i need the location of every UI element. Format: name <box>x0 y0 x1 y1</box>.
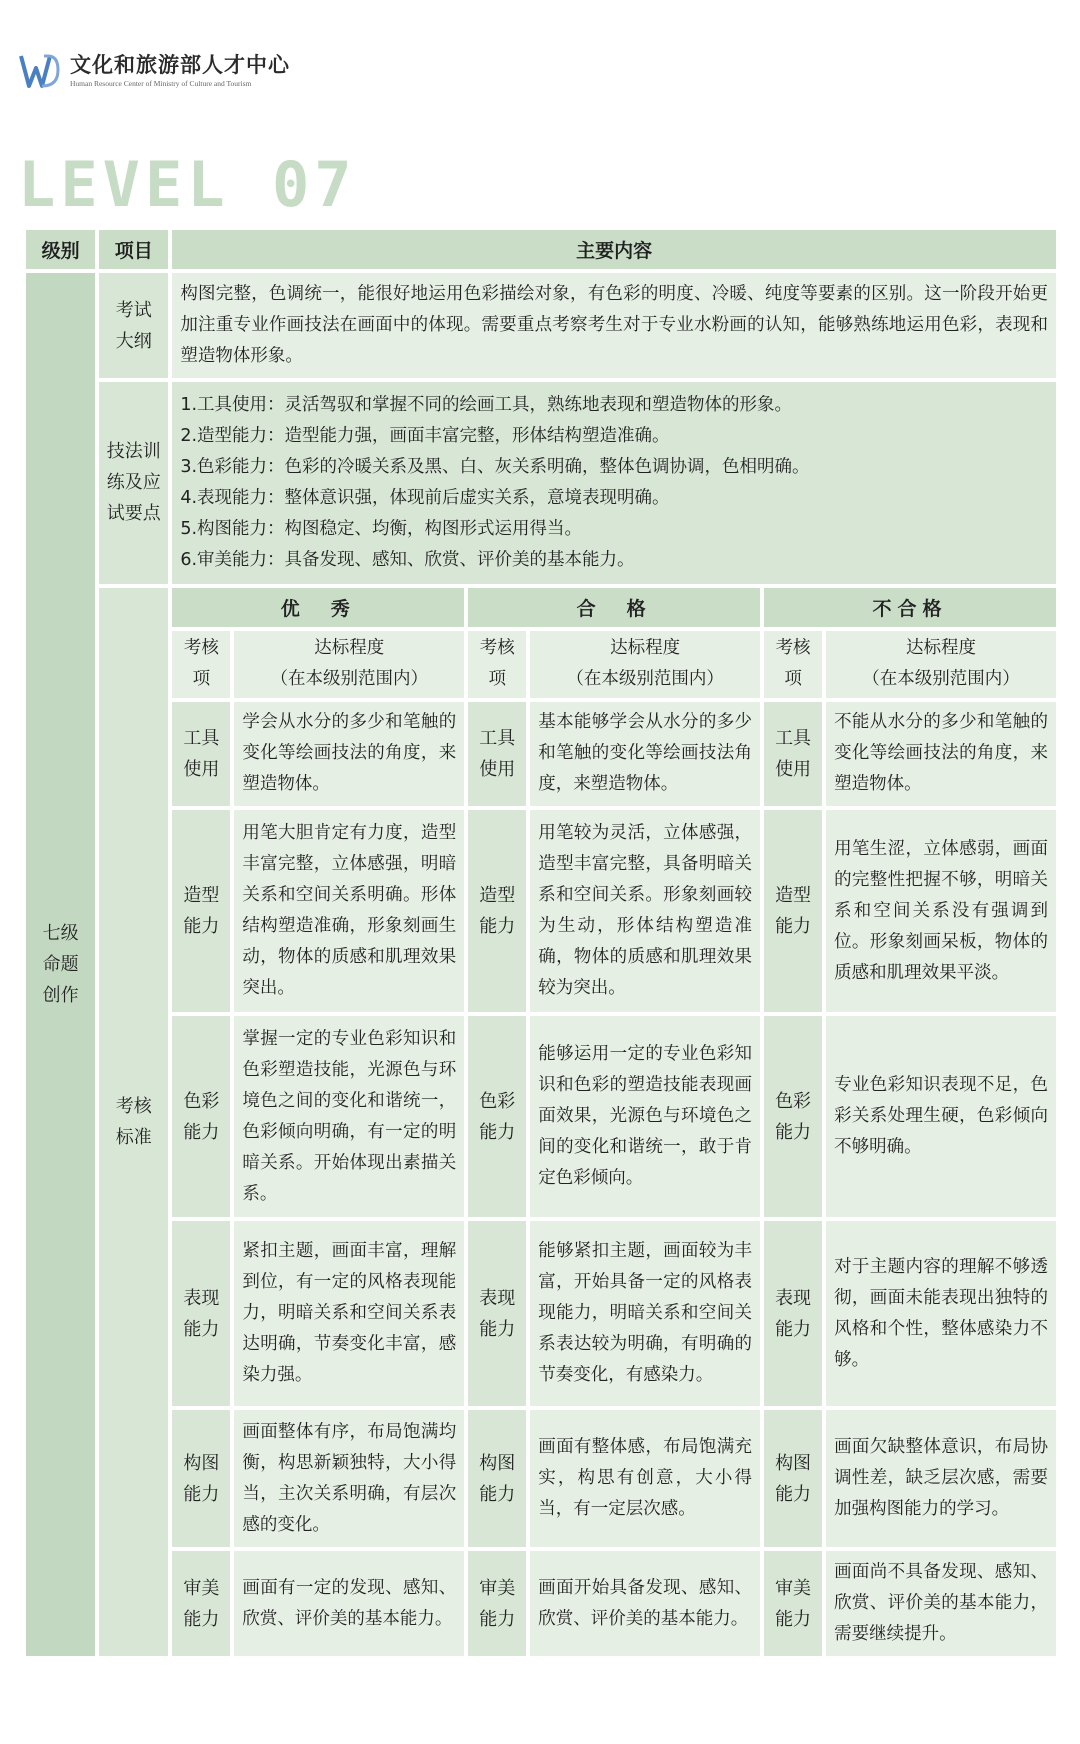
assessment-table <box>22 226 1060 1660</box>
sub-item-text: 考核 项 <box>775 638 811 690</box>
org-name-en: Human Resource Center of Ministry of Culture and Tourism <box>70 79 252 88</box>
table-row <box>26 1551 1056 1656</box>
row-item-text: 构图 能力 <box>479 1452 516 1505</box>
grade-pass: 合 格 <box>468 588 760 627</box>
row-item <box>764 1221 822 1406</box>
table-row <box>26 1221 1056 1406</box>
row-item <box>468 810 526 1011</box>
skill-item: 6.审美能力：具备发现、感知、欣赏、评价美的基本能力。 <box>180 549 635 570</box>
sub-degree-pass <box>530 631 760 697</box>
row-item-text: 审美 能力 <box>183 1577 220 1630</box>
row-item-text: 表现 能力 <box>183 1287 220 1340</box>
skill-item: 4.表现能力：整体意识强，体现前后虚实关系，意境表现明确。 <box>180 487 670 508</box>
level-label <box>26 273 95 1656</box>
header-item: 项目 <box>99 230 168 269</box>
header-content: 主要内容 <box>172 230 1056 269</box>
cell-pass: 用笔较为灵活，立体感强，造型丰富完整，具备明暗关系和空间关系。形象刻画较为生动，形体结构塑造准确，物体的质感和肌理效果较为突出。 <box>530 810 760 1011</box>
row-item <box>468 1221 526 1406</box>
skill-item: 2.造型能力：造型能力强，画面丰富完整，形体结构塑造准确。 <box>180 425 670 446</box>
sub-item-excellent <box>172 631 230 697</box>
row-item <box>468 1410 526 1547</box>
row-item-text: 表现 能力 <box>479 1287 516 1340</box>
sub-item-pass <box>468 631 526 697</box>
cell-fail: 专业色彩知识表现不足，色彩关系处理生硬，色彩倾向不够明确。 <box>826 1016 1056 1217</box>
skills-list <box>172 382 1056 583</box>
org-name-cn: 文化和旅游部人才中心 <box>70 52 290 77</box>
sub-degree-text: 达标程度 （在本级别范围内） <box>862 638 1020 690</box>
skills-label-text: 技法训 练及应 试要点 <box>106 441 161 525</box>
row-item <box>764 1410 822 1547</box>
cell-excellent: 掌握一定的专业色彩知识和色彩塑造技能，光源色与环境色之间的变化和谐统一，色彩倾向明确，有一定的明暗关系。开始体现出素描关系。 <box>234 1016 464 1217</box>
row-item <box>468 1016 526 1217</box>
outline-label-text: 考试 大纲 <box>115 299 152 352</box>
row-item <box>172 1016 230 1217</box>
sub-item-text: 考核 项 <box>183 638 219 690</box>
sub-degree-excellent <box>234 631 464 697</box>
skills-label <box>99 382 168 583</box>
header-level: 级别 <box>26 230 95 269</box>
cell-excellent: 画面有一定的发现、感知、欣赏、评价美的基本能力。 <box>234 1551 464 1656</box>
cell-excellent: 画面整体有序，布局饱满均衡，构思新颖独特，大小得当，主次关系明确，有层次感的变化。 <box>234 1410 464 1547</box>
cell-excellent: 用笔大胆肯定有力度，造型丰富完整，立体感强，明暗关系和空间关系明确。形体结构塑造准确，形象刻画生动，物体的质感和肌理效果突出。 <box>234 810 464 1011</box>
level-label-text: 七级 命题 创作 <box>42 923 79 1007</box>
skill-item: 1.工具使用：灵活驾驭和掌握不同的绘画工具，熟练地表现和塑造物体的形象。 <box>180 394 793 415</box>
row-item <box>172 1221 230 1406</box>
org-name <box>70 53 290 89</box>
row-item-text: 构图 能力 <box>183 1452 220 1505</box>
row-item <box>172 702 230 807</box>
cell-pass: 能够运用一定的专业色彩知识和色彩的塑造技能表现画面效果，光源色与环境色之间的变化和谐统一，敢于肯定色彩倾向。 <box>530 1016 760 1217</box>
cell-pass: 画面开始具备发现、感知、欣赏、评价美的基本能力。 <box>530 1551 760 1656</box>
table-row <box>26 702 1056 807</box>
row-item-text: 审美 能力 <box>775 1577 812 1630</box>
level-title: LEVEL 07 <box>18 148 357 221</box>
row-item <box>468 1551 526 1656</box>
row-item <box>764 810 822 1011</box>
row-item-text: 色彩 能力 <box>479 1090 516 1143</box>
table-row <box>26 1016 1056 1217</box>
row-item-text: 工具 使用 <box>479 727 516 780</box>
row-item-text: 工具 使用 <box>183 727 220 780</box>
row-item-text: 工具 使用 <box>775 727 812 780</box>
cell-fail: 画面尚不具备发现、感知、欣赏、评价美的基本能力，需要继续提升。 <box>826 1551 1056 1656</box>
table-row <box>26 1410 1056 1547</box>
sub-degree-text: 达标程度 （在本级别范围内） <box>270 638 429 690</box>
grade-fail: 不合格 <box>764 588 1056 627</box>
row-item <box>468 702 526 807</box>
cell-pass: 基本能够学会从水分的多少和笔触的变化等绘画技法角度，来塑造物体。 <box>530 702 760 807</box>
cell-excellent: 紧扣主题，画面丰富，理解到位，有一定的风格表现能力，明暗关系和空间关系表达明确，节奏变化丰富，感染力强。 <box>234 1221 464 1406</box>
cell-pass: 能够紧扣主题，画面较为丰富，开始具备一定的风格表现能力，明暗关系和空间关系表达较为明确，有明确的节奏变化，有感染力。 <box>530 1221 760 1406</box>
row-item-text: 造型 能力 <box>183 885 220 938</box>
sub-item-fail <box>764 631 822 697</box>
row-item <box>172 1410 230 1547</box>
standards-label <box>99 588 168 1656</box>
row-item-text: 造型 能力 <box>479 885 516 938</box>
row-item-text: 表现 能力 <box>775 1287 812 1340</box>
cell-fail: 画面欠缺整体意识，布局协调性差，缺乏层次感，需要加强构图能力的学习。 <box>826 1410 1056 1547</box>
skill-item: 5.构图能力：构图稳定、均衡，构图形式运用得当。 <box>180 518 583 539</box>
logo-icon <box>18 50 60 92</box>
row-item <box>764 1016 822 1217</box>
cell-fail: 不能从水分的多少和笔触的变化等绘画技法的角度，来塑造物体。 <box>826 702 1056 807</box>
outline-label <box>99 273 168 378</box>
cell-fail: 对于主题内容的理解不够透彻，画面未能表现出独特的风格和个性，整体感染力不够。 <box>826 1221 1056 1406</box>
table-row <box>26 810 1056 1011</box>
outline-text: 构图完整，色调统一，能很好地运用色彩描绘对象，有色彩的明度、冷暖、纯度等要素的区别。这一阶段开始更加注重专业作画技法在画面中的体现。需要重点考察考生对于专业水粉画的认知，能够熟练地运用色彩，表现和塑造物体形象。 <box>172 273 1056 378</box>
row-item <box>764 702 822 807</box>
row-item <box>172 810 230 1011</box>
skill-item: 3.色彩能力：色彩的冷暖关系及黑、白、灰关系明确，整体色调协调，色相明确。 <box>180 456 810 477</box>
sub-degree-text: 达标程度 （在本级别范围内） <box>566 638 724 690</box>
standards-label-text: 考核 标准 <box>115 1095 152 1148</box>
row-item-text: 构图 能力 <box>775 1452 812 1505</box>
header <box>18 48 290 94</box>
row-item-text: 造型 能力 <box>775 885 812 938</box>
sub-degree-fail <box>826 631 1056 697</box>
cell-fail: 用笔生涩，立体感弱，画面的完整性把握不够，明暗关系和空间关系没有强调到位。形象刻画呆板，物体的质感和肌理效果平淡。 <box>826 810 1056 1011</box>
row-item-text: 色彩 能力 <box>775 1090 812 1143</box>
sub-item-text: 考核 项 <box>479 638 515 690</box>
row-item-text: 审美 能力 <box>479 1577 516 1630</box>
grade-excellent: 优 秀 <box>172 588 464 627</box>
row-item <box>764 1551 822 1656</box>
row-item-text: 色彩 能力 <box>183 1090 220 1143</box>
cell-pass: 画面有整体感，布局饱满充实，构思有创意，大小得当，有一定层次感。 <box>530 1410 760 1547</box>
cell-excellent: 学会从水分的多少和笔触的变化等绘画技法的角度，来塑造物体。 <box>234 702 464 807</box>
row-item <box>172 1551 230 1656</box>
